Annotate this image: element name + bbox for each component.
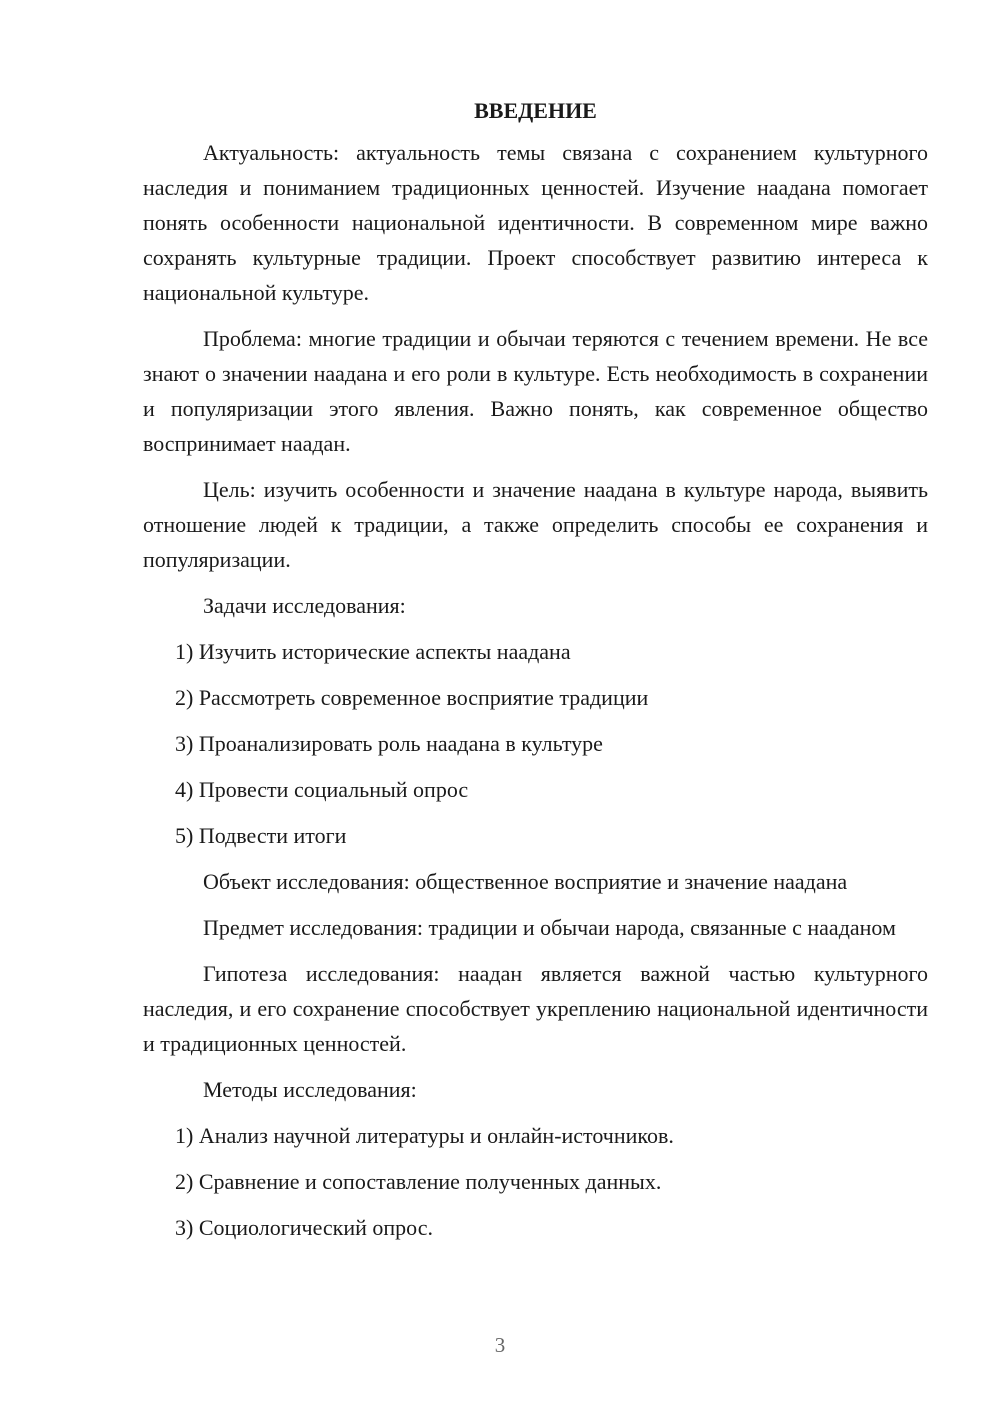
task-item: 4) Провести социальный опрос xyxy=(175,777,469,802)
problem-paragraph: Проблема: многие традиции и обычаи теряются с течением времени. Не все знают о значении наадана и его роли в культуре. Есть необходимость в сохранении и популяризации этого явления. Важно понять, как современное общество воспринимает наадан. xyxy=(143,326,928,456)
subject-paragraph: Предмет исследования: традиции и обычаи народа, связанные с нааданом xyxy=(203,915,896,940)
page-number: 3 xyxy=(494,1333,506,1357)
task-item: 5) Подвести итоги xyxy=(175,823,347,848)
task-item: 3) Проанализировать роль наадана в культуре xyxy=(175,731,603,756)
task-item: 2) Рассмотреть современное восприятие традиции xyxy=(175,685,649,710)
goal-paragraph: Цель: изучить особенности и значение наадана в культуре народа, выявить отношение людей к традиции, а также определить способы ее сохранения и популяризации. xyxy=(143,477,928,572)
object-paragraph: Объект исследования: общественное восприятие и значение наадана xyxy=(203,869,848,894)
page-title: ВВЕДЕНИЕ xyxy=(474,98,597,123)
method-item: 3) Социологический опрос. xyxy=(175,1215,433,1240)
page-content xyxy=(143,92,928,1256)
method-item: 1) Анализ научной литературы и онлайн-источников. xyxy=(175,1123,674,1148)
methods-heading: Методы исследования: xyxy=(203,1077,417,1102)
relevance-paragraph: Актуальность: актуальность темы связана с сохранением культурного наследия и пониманием традиционных ценностей. Изучение наадана помогает понять особенности национальной идентичности. В современном мире важно сохранять культурные традиции. Проект способствует развитию интереса к национальной культуре. xyxy=(143,140,928,305)
hypothesis-paragraph: Гипотеза исследования: наадан является важной частью культурного наследия, и его сохранение способствует укреплению национальной идентичности и традиционных ценностей. xyxy=(143,961,928,1056)
tasks-heading: Задачи исследования: xyxy=(203,593,406,618)
task-item: 1) Изучить исторические аспекты наадана xyxy=(175,639,571,664)
method-item: 2) Сравнение и сопоставление полученных данных. xyxy=(175,1169,662,1194)
